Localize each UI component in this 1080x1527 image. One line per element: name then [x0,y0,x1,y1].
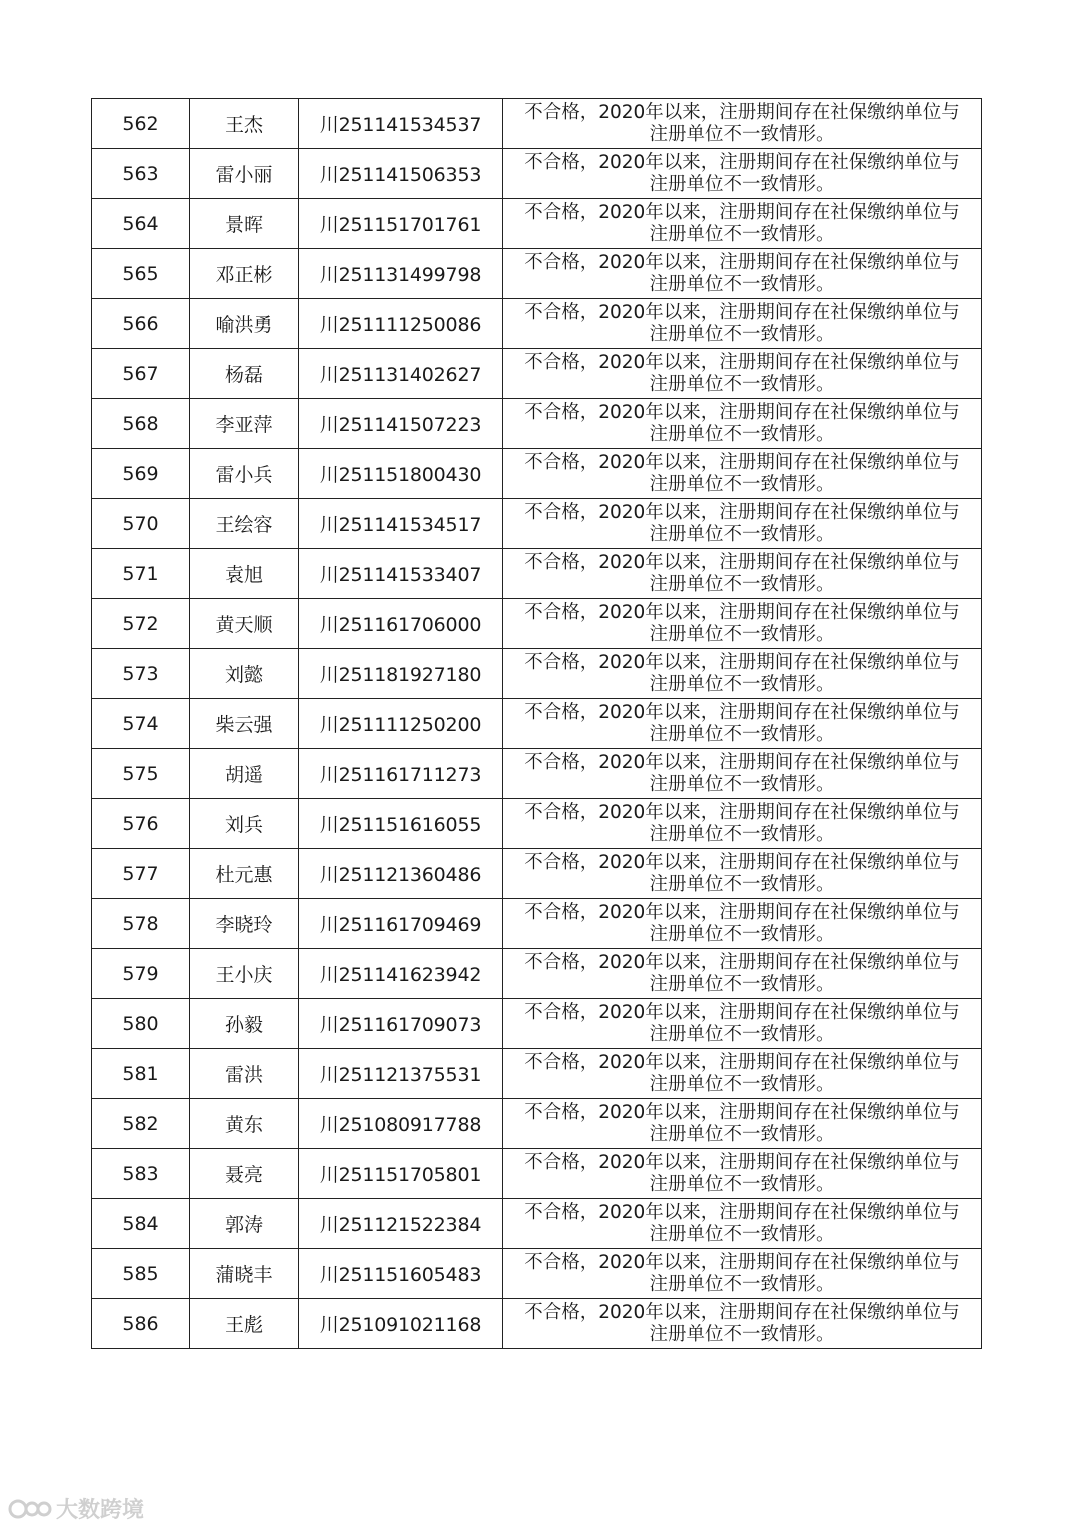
result-cell [503,899,982,949]
row-number-cell: 580 [92,999,190,1049]
result-cell [503,499,982,549]
name-cell: 杜元惠 [190,849,299,899]
name-cell: 李亚萍 [190,399,299,449]
table-row [92,499,982,549]
result-cell [503,799,982,849]
name-cell: 蒲晓丰 [190,1249,299,1299]
row-number-cell: 566 [92,299,190,349]
table-row [92,299,982,349]
registration-number-cell: 川251161709469 [299,899,503,949]
table-body [92,99,982,1349]
registration-number-cell: 川251080917788 [299,1099,503,1149]
table-row [92,1149,982,1199]
name-cell: 胡遥 [190,749,299,799]
brand-logo-icon [8,1496,52,1522]
registration-number-cell: 川251141533407 [299,549,503,599]
registration-number-cell: 川251141623942 [299,949,503,999]
name-cell: 郭涛 [190,1199,299,1249]
result-cell [503,399,982,449]
table-row [92,849,982,899]
name-cell: 邓正彬 [190,249,299,299]
result-text: 不合格，2020年以来，注册期间存在社保缴纳单位与 注册单位不一致情形。 [524,252,960,295]
row-number-cell: 563 [92,149,190,199]
result-text: 不合格，2020年以来，注册期间存在社保缴纳单位与 注册单位不一致情形。 [524,552,960,595]
name-cell: 聂亮 [190,1149,299,1199]
row-number-cell: 578 [92,899,190,949]
registration-number-cell: 川251151616055 [299,799,503,849]
row-number-cell: 577 [92,849,190,899]
table-row [92,549,982,599]
row-number-cell: 581 [92,1049,190,1099]
registration-number-cell: 川251181927180 [299,649,503,699]
result-cell [503,699,982,749]
result-text: 不合格，2020年以来，注册期间存在社保缴纳单位与 注册单位不一致情形。 [524,302,960,345]
row-number-cell: 576 [92,799,190,849]
registration-number-cell: 川251151800430 [299,449,503,499]
result-text: 不合格，2020年以来，注册期间存在社保缴纳单位与 注册单位不一致情形。 [524,1002,960,1045]
result-cell [503,549,982,599]
result-text: 不合格，2020年以来，注册期间存在社保缴纳单位与 注册单位不一致情形。 [524,1202,960,1245]
row-number-cell: 571 [92,549,190,599]
name-cell: 杨磊 [190,349,299,399]
row-number-cell: 570 [92,499,190,549]
result-text: 不合格，2020年以来，注册期间存在社保缴纳单位与 注册单位不一致情形。 [524,952,960,995]
table-row [92,1199,982,1249]
result-cell [503,1249,982,1299]
name-cell: 王杰 [190,99,299,149]
table-row [92,949,982,999]
result-cell [503,299,982,349]
result-cell [503,849,982,899]
name-cell: 雷小兵 [190,449,299,499]
result-cell [503,1099,982,1149]
registration-number-cell: 川251161706000 [299,599,503,649]
result-cell [503,1049,982,1099]
row-number-cell: 565 [92,249,190,299]
result-cell [503,199,982,249]
table-row [92,1249,982,1299]
row-number-cell: 583 [92,1149,190,1199]
name-cell: 李晓玲 [190,899,299,949]
row-number-cell: 564 [92,199,190,249]
watermark-text: 大数跨境 [56,1498,145,1523]
result-text: 不合格，2020年以来，注册期间存在社保缴纳单位与 注册单位不一致情形。 [524,502,960,545]
qualification-table [91,98,982,1349]
name-cell: 景晖 [190,199,299,249]
result-text: 不合格，2020年以来，注册期间存在社保缴纳单位与 注册单位不一致情形。 [524,1102,960,1145]
registration-number-cell: 川251161709073 [299,999,503,1049]
registration-number-cell: 川251111250200 [299,699,503,749]
result-cell [503,149,982,199]
name-cell: 王绘容 [190,499,299,549]
watermark [8,1493,144,1524]
result-text: 不合格，2020年以来，注册期间存在社保缴纳单位与 注册单位不一致情形。 [524,402,960,445]
name-cell: 孙毅 [190,999,299,1049]
table-row [92,1049,982,1099]
row-number-cell: 575 [92,749,190,799]
registration-number-cell: 川251161711273 [299,749,503,799]
table-row [92,749,982,799]
result-text: 不合格，2020年以来，注册期间存在社保缴纳单位与 注册单位不一致情形。 [524,1302,960,1345]
registration-number-cell: 川251121522384 [299,1199,503,1249]
result-text: 不合格，2020年以来，注册期间存在社保缴纳单位与 注册单位不一致情形。 [524,202,960,245]
registration-number-cell: 川251091021168 [299,1299,503,1349]
row-number-cell: 584 [92,1199,190,1249]
table-row [92,99,982,149]
result-cell [503,649,982,699]
result-text: 不合格，2020年以来，注册期间存在社保缴纳单位与 注册单位不一致情形。 [524,1052,960,1095]
table-row [92,349,982,399]
registration-number-cell: 川251121360486 [299,849,503,899]
result-cell [503,1299,982,1349]
registration-number-cell: 川251131499798 [299,249,503,299]
result-text: 不合格，2020年以来，注册期间存在社保缴纳单位与 注册单位不一致情形。 [524,802,960,845]
row-number-cell: 569 [92,449,190,499]
registration-number-cell: 川251151605483 [299,1249,503,1299]
name-cell: 黄东 [190,1099,299,1149]
result-text: 不合格，2020年以来，注册期间存在社保缴纳单位与 注册单位不一致情形。 [524,102,960,145]
table-row [92,449,982,499]
table-row [92,199,982,249]
result-cell [503,599,982,649]
row-number-cell: 586 [92,1299,190,1349]
row-number-cell: 572 [92,599,190,649]
result-text: 不合格，2020年以来，注册期间存在社保缴纳单位与 注册单位不一致情形。 [524,902,960,945]
table-row [92,999,982,1049]
row-number-cell: 573 [92,649,190,699]
table-row [92,1299,982,1349]
result-text: 不合格，2020年以来，注册期间存在社保缴纳单位与 注册单位不一致情形。 [524,352,960,395]
result-cell [503,349,982,399]
registration-number-cell: 川251141534517 [299,499,503,549]
result-cell [503,749,982,799]
result-text: 不合格，2020年以来，注册期间存在社保缴纳单位与 注册单位不一致情形。 [524,152,960,195]
name-cell: 黄天顺 [190,599,299,649]
row-number-cell: 579 [92,949,190,999]
result-cell [503,99,982,149]
result-cell [503,999,982,1049]
row-number-cell: 585 [92,1249,190,1299]
result-text: 不合格，2020年以来，注册期间存在社保缴纳单位与 注册单位不一致情形。 [524,452,960,495]
name-cell: 柴云强 [190,699,299,749]
result-text: 不合格，2020年以来，注册期间存在社保缴纳单位与 注册单位不一致情形。 [524,652,960,695]
table-row [92,699,982,749]
name-cell: 袁旭 [190,549,299,599]
result-text: 不合格，2020年以来，注册期间存在社保缴纳单位与 注册单位不一致情形。 [524,1152,960,1195]
registration-number-cell: 川251111250086 [299,299,503,349]
table-row [92,149,982,199]
registration-number-cell: 川251131402627 [299,349,503,399]
name-cell: 王小庆 [190,949,299,999]
table-row [92,1099,982,1149]
result-cell [503,1199,982,1249]
registration-number-cell: 川251141506353 [299,149,503,199]
result-cell [503,949,982,999]
name-cell: 刘懿 [190,649,299,699]
result-text: 不合格，2020年以来，注册期间存在社保缴纳单位与 注册单位不一致情形。 [524,702,960,745]
result-text: 不合格，2020年以来，注册期间存在社保缴纳单位与 注册单位不一致情形。 [524,752,960,795]
name-cell: 王彪 [190,1299,299,1349]
table-row [92,249,982,299]
name-cell: 雷小丽 [190,149,299,199]
registration-number-cell: 川251151705801 [299,1149,503,1199]
registration-number-cell: 川251151701761 [299,199,503,249]
result-cell [503,449,982,499]
table-row [92,399,982,449]
name-cell: 雷洪 [190,1049,299,1099]
registration-number-cell: 川251141507223 [299,399,503,449]
row-number-cell: 574 [92,699,190,749]
result-text: 不合格，2020年以来，注册期间存在社保缴纳单位与 注册单位不一致情形。 [524,602,960,645]
row-number-cell: 562 [92,99,190,149]
registration-number-cell: 川251121375531 [299,1049,503,1099]
name-cell: 刘兵 [190,799,299,849]
table-row [92,599,982,649]
name-cell: 喻洪勇 [190,299,299,349]
result-cell [503,1149,982,1199]
table-row [92,899,982,949]
table-row [92,649,982,699]
registration-number-cell: 川251141534537 [299,99,503,149]
table-row [92,799,982,849]
row-number-cell: 567 [92,349,190,399]
result-text: 不合格，2020年以来，注册期间存在社保缴纳单位与 注册单位不一致情形。 [524,852,960,895]
row-number-cell: 582 [92,1099,190,1149]
result-text: 不合格，2020年以来，注册期间存在社保缴纳单位与 注册单位不一致情形。 [524,1252,960,1295]
row-number-cell: 568 [92,399,190,449]
result-cell [503,249,982,299]
